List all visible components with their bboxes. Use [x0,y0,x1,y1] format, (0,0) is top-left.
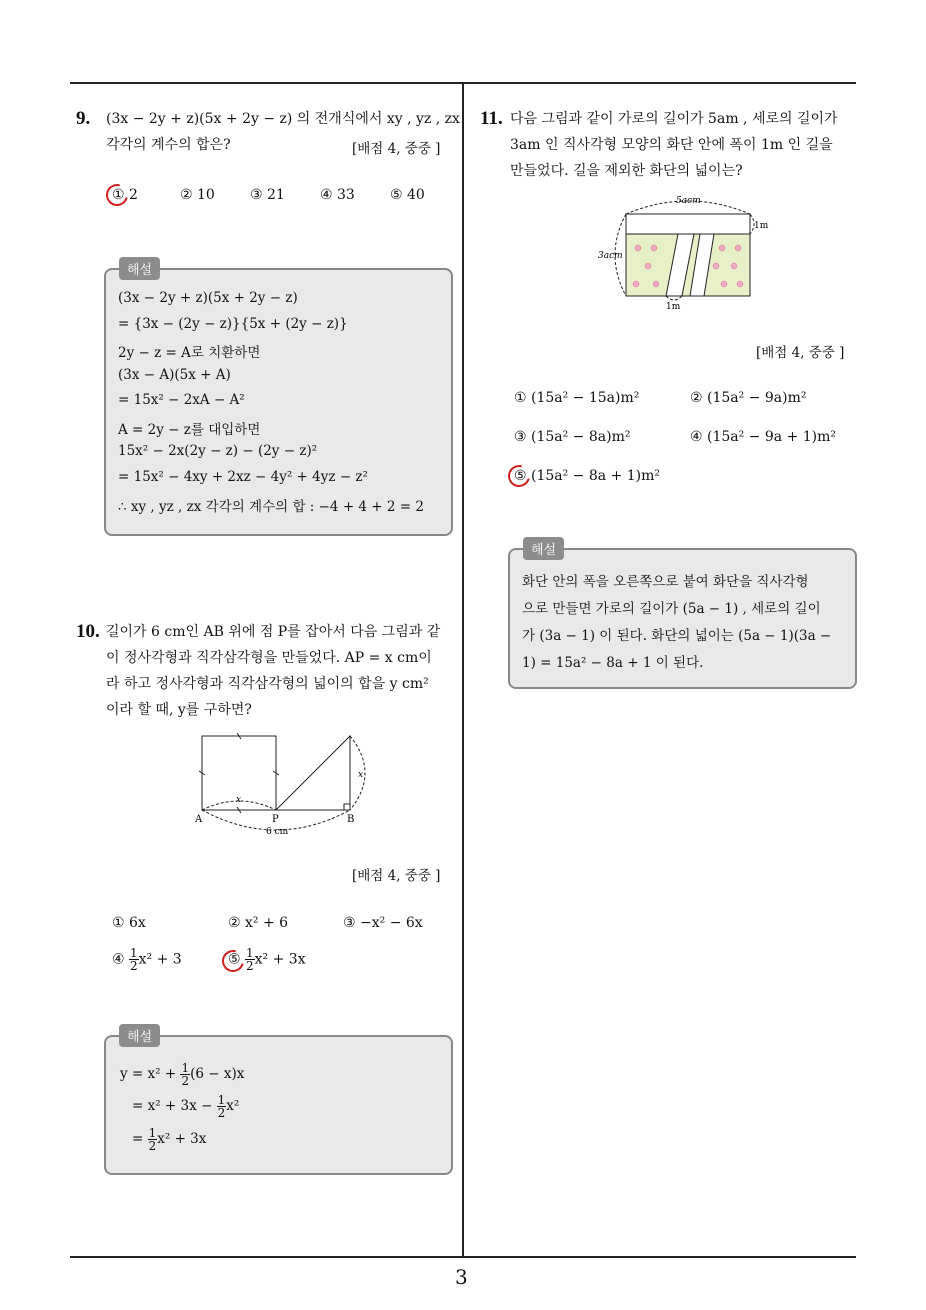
question-10-text-line-4: 이라 할 때, y를 구하면? [106,702,252,718]
bottom-rule [70,1256,856,1258]
q11-solution-line: 으로 만들면 가로의 길이가 (5a − 1) , 세로의 길이 [522,601,821,617]
figure-label-length: 6 cm [266,827,289,837]
question-9-choice-5[interactable]: ⑤ 40 [390,187,425,203]
fraction-half: $\frac{1}{2}$ [246,946,254,973]
question-11-choice-3[interactable]: ③ (15a² − 8a)m² [514,429,631,445]
question-10-text-line-2: 이 정사각형과 직각삼각형을 만들었다. AP = x cm이 [106,650,432,666]
figure-label-A: A [195,814,203,825]
question-11-choice-4[interactable]: ④ (15a² − 9a + 1)m² [690,429,837,445]
q9-solution-line: A = 2y − z를 대입하면 [118,422,261,438]
question-11-text-line-2: 3am 인 직사각형 모양의 화단 안에 폭이 1m 인 길을 [510,137,833,153]
question-9-number: 9. [76,108,91,129]
q9-solution-line: = 15x² − 2xA − A² [118,392,245,408]
question-9-meta: [배점 4, 중중 ] [352,141,441,157]
q9-solution-line: = {3x − (2y − z)}{5x + (2y − z)} [118,316,348,332]
question-9-choice-2[interactable]: ② 10 [180,187,215,203]
question-9-text-line-1: (3x − 2y + z)(5x + 2y − z) 의 전개식에서 xy , yz , zx [106,111,460,127]
q9-solution-line: (3x − A)(5x + A) [118,367,231,383]
figure-label-side: 3acm [598,251,623,261]
choice-4-expression: x² + 3 [138,951,182,968]
figure-label-right: 1m [754,221,769,231]
q9-solution-line: (3x − 2y + z)(5x + 2y − z) [118,290,298,306]
question-9-choice-4[interactable]: ④ 33 [320,187,355,203]
question-11-choice-1[interactable]: ① (15a² − 15a)m² [514,390,640,406]
question-10-number: 10. [76,621,100,642]
figure-label-P: P [272,814,279,825]
question-11-choice-2[interactable]: ② (15a² − 9a)m² [690,390,807,406]
figure-label-x-bottom: x [236,795,242,805]
fraction-half: $\frac{1}{2}$ [148,1126,157,1153]
figure-label-x-side: x [358,770,364,780]
q9-solution-line: ∴ xy , yz , zx 각각의 계수의 합 : −4 + 4 + 2 = 2 [118,499,424,515]
fraction-half: $\frac{1}{2}$ [217,1093,226,1120]
question-9-text-line-2: 각각의 계수의 합은? [106,137,231,153]
q11-solution-line: 1) = 15a² − 8a + 1 이 된다. [522,655,704,671]
question-10-text-line-3: 라 하고 정사각형과 직각삼각형의 넓이의 합을 y cm² [106,676,429,692]
column-divider [462,82,464,1257]
q11-solution-line: 화단 안의 폭을 오른쪽으로 붙여 화단을 직사각형 [522,574,809,590]
answer-mark-circle [102,180,132,210]
question-11-choice-5[interactable]: ⑤ (15a² − 8a + 1)m² [514,468,661,484]
question-11-text-line-3: 만들었다. 길을 제외한 화단의 넓이는? [510,163,743,179]
q10-solution-line-2: = x² + 3x − $\frac{1}{2}$ x² [132,1093,240,1120]
question-10-choice-3[interactable]: ③ −x² − 6x [343,915,423,931]
figure-label-B: B [347,814,355,825]
choice-5-marker: ⑤ [228,951,241,968]
fraction-half: $\frac{1}{2}$ [181,1061,190,1088]
question-10-choice-1[interactable]: ① 6x [112,915,146,931]
question-9-choice-3[interactable]: ③ 21 [250,187,285,203]
q10-solution-line-3: = $\frac{1}{2}$ x² + 3x [132,1126,207,1153]
question-10-text-line-1: 길이가 6 cm인 AB 위에 점 P를 잡아서 다음 그림과 같 [106,624,441,640]
fraction-half: $\frac{1}{2}$ [130,946,138,973]
q9-solution-line: 15x² − 2x(2y − z) − (2y − z)² [118,443,318,459]
choice-5-expression: x² + 3x [254,951,306,968]
question-10-figure [192,730,392,840]
question-10-choice-2[interactable]: ② x² + 6 [228,915,289,931]
answer-mark-circle [504,461,534,491]
question-10-solution-tag: 해설 [119,1024,160,1047]
page-number: 3 [455,1265,468,1289]
question-11-text-line-1: 다음 그림과 같이 가로의 길이가 5am , 세로의 길이가 [510,111,838,127]
figure-label-bottom: 1m [666,302,681,312]
question-11-meta: [배점 4, 중중 ] [756,345,845,361]
figure-label-top: 5acm [676,196,701,206]
q9-solution-line: = 15x² − 4xy + 2xz − 4y² + 4yz − z² [118,469,368,485]
q10-solution-line-1: y = x² + $\frac{1}{2}$ (6 − x)x [120,1061,245,1088]
question-11-number: 11. [480,108,503,129]
question-9-choice-1[interactable]: ① 2 [112,187,138,203]
question-9-solution-tag: 해설 [119,257,160,280]
choice-4-marker: ④ [112,951,125,968]
question-11-figure [596,192,786,312]
question-10-meta: [배점 4, 중중 ] [352,868,441,884]
q9-solution-line: 2y − z = A로 치환하면 [118,345,261,361]
question-11-solution-tag: 해설 [523,537,564,560]
question-10-choice-4[interactable] [112,947,182,972]
q11-solution-line: 가 (3a − 1) 이 된다. 화단의 넓이는 (5a − 1)(3a − [522,628,832,644]
